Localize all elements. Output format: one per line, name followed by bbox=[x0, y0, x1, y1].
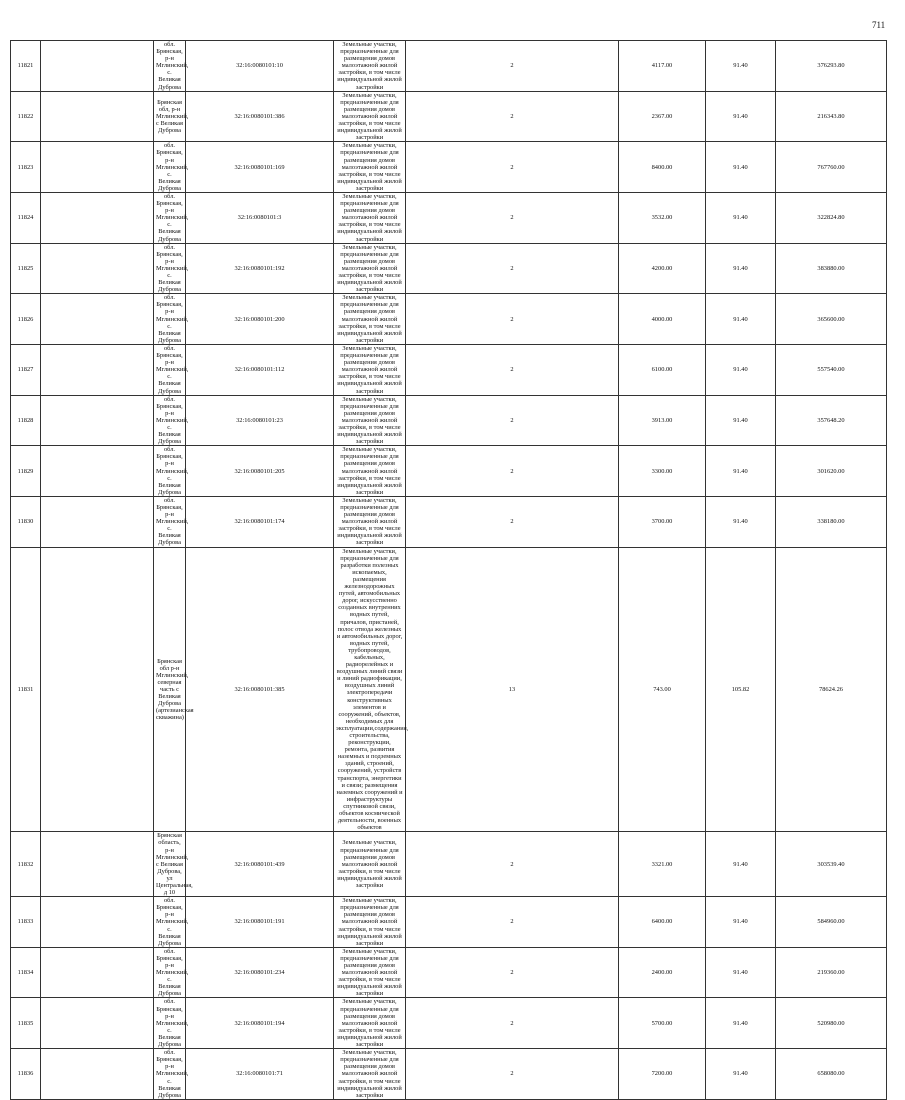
address-cell: обл. Брянская, р-н Мглинский, с. Великая Дуброва bbox=[154, 496, 186, 547]
cadastral-value-cell: 365600.00 bbox=[776, 294, 887, 345]
cadastral-value-cell: 338180.00 bbox=[776, 496, 887, 547]
table-row bbox=[11, 897, 887, 948]
cadastral-value-cell: 383880.00 bbox=[776, 243, 887, 294]
rate-cell: 91.40 bbox=[706, 41, 776, 92]
row-number-cell: 11829 bbox=[11, 446, 41, 497]
category-code-cell: 2 bbox=[406, 91, 619, 142]
spacer-cell bbox=[41, 344, 154, 395]
spacer-cell bbox=[41, 41, 154, 92]
cadastral-value-cell: 584960.00 bbox=[776, 897, 887, 948]
category-code-cell: 2 bbox=[406, 998, 619, 1049]
address-cell: Брянская обл р-н Мглинский, северная часть с Великая Дуброва (артезианская скважина) bbox=[154, 547, 186, 832]
cadastral-number-cell: 32:16:0080101:194 bbox=[186, 998, 334, 1049]
cadastral-number-cell: 32:16:0080101:205 bbox=[186, 446, 334, 497]
spacer-cell bbox=[41, 547, 154, 832]
cadastral-number-cell: 32:16:0080101:169 bbox=[186, 142, 334, 193]
area-cell: 4200.00 bbox=[619, 243, 706, 294]
cadastral-value-cell: 216343.80 bbox=[776, 91, 887, 142]
address-cell: обл. Брянская, р-н Мглинский, с. Великая Дуброва bbox=[154, 41, 186, 92]
table-row bbox=[11, 446, 887, 497]
row-number-cell: 11823 bbox=[11, 142, 41, 193]
row-number-cell: 11834 bbox=[11, 947, 41, 998]
cadastral-number-cell: 32:16:0080101:439 bbox=[186, 832, 334, 897]
address-cell: обл. Брянская, р-н Мглинский, с. Великая Дуброва bbox=[154, 294, 186, 345]
land-purpose-cell: Земельные участки, предназначенные для размещения домов малоэтажной жилой застройки, в том числе индивидуальной жилой застройки bbox=[334, 1049, 406, 1100]
spacer-cell bbox=[41, 91, 154, 142]
page-number: 711 bbox=[872, 20, 886, 30]
table-row bbox=[11, 832, 887, 897]
cadastral-value-cell: 322824.80 bbox=[776, 192, 887, 243]
category-code-cell: 2 bbox=[406, 192, 619, 243]
table-row bbox=[11, 547, 887, 832]
cadastral-number-cell: 32:16:0080101:112 bbox=[186, 344, 334, 395]
spacer-cell bbox=[41, 243, 154, 294]
row-number-cell: 11825 bbox=[11, 243, 41, 294]
area-cell: 3300.00 bbox=[619, 446, 706, 497]
cadastral-number-cell: 32:16:0080101:385 bbox=[186, 547, 334, 832]
cadastral-number-cell: 32:16:0080101:10 bbox=[186, 41, 334, 92]
cadastral-value-cell: 557540.00 bbox=[776, 344, 887, 395]
spacer-cell bbox=[41, 1049, 154, 1100]
cadastral-number-cell: 32:16:0080101:71 bbox=[186, 1049, 334, 1100]
area-cell: 4000.00 bbox=[619, 294, 706, 345]
rate-cell: 91.40 bbox=[706, 446, 776, 497]
area-cell: 2400.00 bbox=[619, 947, 706, 998]
area-cell: 3532.00 bbox=[619, 192, 706, 243]
table-row bbox=[11, 947, 887, 998]
rate-cell: 91.40 bbox=[706, 395, 776, 446]
row-number-cell: 11822 bbox=[11, 91, 41, 142]
row-number-cell: 11835 bbox=[11, 998, 41, 1049]
category-code-cell: 2 bbox=[406, 446, 619, 497]
category-code-cell: 2 bbox=[406, 243, 619, 294]
cadastral-number-cell: 32:16:0080101:174 bbox=[186, 496, 334, 547]
spacer-cell bbox=[41, 142, 154, 193]
spacer-cell bbox=[41, 496, 154, 547]
area-cell: 7200.00 bbox=[619, 1049, 706, 1100]
rate-cell: 91.40 bbox=[706, 192, 776, 243]
rate-cell: 91.40 bbox=[706, 294, 776, 345]
row-number-cell: 11821 bbox=[11, 41, 41, 92]
address-cell: обл. Брянская, р-н Мглинский, с. Великая Дуброва bbox=[154, 142, 186, 193]
category-code-cell: 2 bbox=[406, 41, 619, 92]
land-purpose-cell: Земельные участки, предназначенные для размещения домов малоэтажной жилой застройки, в том числе индивидуальной жилой застройки bbox=[334, 832, 406, 897]
table-row bbox=[11, 395, 887, 446]
row-number-cell: 11830 bbox=[11, 496, 41, 547]
land-purpose-cell: Земельные участки, предназначенные для размещения домов малоэтажной жилой застройки, в том числе индивидуальной жилой застройки bbox=[334, 41, 406, 92]
category-code-cell: 2 bbox=[406, 294, 619, 345]
cadastral-value-cell: 520980.00 bbox=[776, 998, 887, 1049]
area-cell: 5700.00 bbox=[619, 998, 706, 1049]
category-code-cell: 2 bbox=[406, 897, 619, 948]
spacer-cell bbox=[41, 897, 154, 948]
registry-table bbox=[10, 40, 887, 1100]
spacer-cell bbox=[41, 947, 154, 998]
rate-cell: 91.40 bbox=[706, 243, 776, 294]
row-number-cell: 11833 bbox=[11, 897, 41, 948]
cadastral-value-cell: 78624.26 bbox=[776, 547, 887, 832]
area-cell: 6100.00 bbox=[619, 344, 706, 395]
table-row bbox=[11, 294, 887, 345]
cadastral-number-cell: 32:16:0080101:234 bbox=[186, 947, 334, 998]
address-cell: обл. Брянская, р-н Мглинский, с. Великая Дуброва bbox=[154, 1049, 186, 1100]
table-row bbox=[11, 496, 887, 547]
address-cell: обл. Брянская, р-н Мглинский, с. Великая Дуброва bbox=[154, 243, 186, 294]
address-cell: Брянская обл, р-н Мглинский, с Великая Дуброва bbox=[154, 91, 186, 142]
rate-cell: 91.40 bbox=[706, 947, 776, 998]
cadastral-value-cell: 357648.20 bbox=[776, 395, 887, 446]
row-number-cell: 11827 bbox=[11, 344, 41, 395]
row-number-cell: 11836 bbox=[11, 1049, 41, 1100]
address-cell: обл. Брянская, р-н Мглинский, с. Великая Дуброва bbox=[154, 344, 186, 395]
category-code-cell: 13 bbox=[406, 547, 619, 832]
land-purpose-cell: Земельные участки, предназначенные для размещения домов малоэтажной жилой застройки, в том числе индивидуальной жилой застройки bbox=[334, 998, 406, 1049]
area-cell: 3700.00 bbox=[619, 496, 706, 547]
cadastral-number-cell: 32:16:0080101:191 bbox=[186, 897, 334, 948]
land-purpose-cell: Земельные участки, предназначенные для размещения домов малоэтажной жилой застройки, в том числе индивидуальной жилой застройки bbox=[334, 344, 406, 395]
land-purpose-cell: Земельные участки, предназначенные для размещения домов малоэтажной жилой застройки, в том числе индивидуальной жилой застройки bbox=[334, 947, 406, 998]
area-cell: 3913.00 bbox=[619, 395, 706, 446]
table-row bbox=[11, 243, 887, 294]
land-purpose-cell: Земельные участки, предназначенные для размещения домов малоэтажной жилой застройки, в том числе индивидуальной жилой застройки bbox=[334, 294, 406, 345]
area-cell: 3321.00 bbox=[619, 832, 706, 897]
spacer-cell bbox=[41, 395, 154, 446]
cadastral-value-cell: 219360.00 bbox=[776, 947, 887, 998]
land-purpose-cell: Земельные участки, предназначенные для разработки полезных ископаемых, размещения железнодорожных путей, автомобильных дорог, искусственно созданных внутренних водных путей, причалов, пристаней, полос отвода железных и автомобильных дорог, водных путей, трубопроводов, кабельных, радиорелейных и воздушных линий связи и линий радиофикации, воздушных линий электропередачи конструктивных элементов и сооружений, объектов, необходимых для эксплуатации,содержания, строительства, реконструкции, ремонта, развития наземных и подземных зданий, строений, сооружений, устройств транспорта, энергетики и связи; размещения наземных сооружений и инфраструктуры спутниковой связи, объектов космической деятельности, военных объектов bbox=[334, 547, 406, 832]
rate-cell: 91.40 bbox=[706, 91, 776, 142]
cadastral-value-cell: 303539.40 bbox=[776, 832, 887, 897]
rate-cell: 91.40 bbox=[706, 832, 776, 897]
row-number-cell: 11832 bbox=[11, 832, 41, 897]
cadastral-number-cell: 32:16:0080101:200 bbox=[186, 294, 334, 345]
spacer-cell bbox=[41, 832, 154, 897]
land-purpose-cell: Земельные участки, предназначенные для размещения домов малоэтажной жилой застройки, в том числе индивидуальной жилой застройки bbox=[334, 91, 406, 142]
row-number-cell: 11826 bbox=[11, 294, 41, 345]
table-row bbox=[11, 41, 887, 92]
cadastral-value-cell: 376293.80 bbox=[776, 41, 887, 92]
area-cell: 2367.00 bbox=[619, 91, 706, 142]
category-code-cell: 2 bbox=[406, 395, 619, 446]
rate-cell: 91.40 bbox=[706, 496, 776, 547]
rate-cell: 91.40 bbox=[706, 344, 776, 395]
spacer-cell bbox=[41, 192, 154, 243]
category-code-cell: 2 bbox=[406, 1049, 619, 1100]
category-code-cell: 2 bbox=[406, 832, 619, 897]
category-code-cell: 2 bbox=[406, 344, 619, 395]
cadastral-value-cell: 767760.00 bbox=[776, 142, 887, 193]
table-row bbox=[11, 998, 887, 1049]
rate-cell: 91.40 bbox=[706, 897, 776, 948]
rate-cell: 91.40 bbox=[706, 998, 776, 1049]
row-number-cell: 11828 bbox=[11, 395, 41, 446]
category-code-cell: 2 bbox=[406, 947, 619, 998]
table-row bbox=[11, 192, 887, 243]
table-row bbox=[11, 1049, 887, 1100]
table-row bbox=[11, 91, 887, 142]
land-purpose-cell: Земельные участки, предназначенные для размещения домов малоэтажной жилой застройки, в том числе индивидуальной жилой застройки bbox=[334, 142, 406, 193]
land-purpose-cell: Земельные участки, предназначенные для размещения домов малоэтажной жилой застройки, в том числе индивидуальной жилой застройки bbox=[334, 192, 406, 243]
address-cell: обл. Брянская, р-н Мглинский, с. Великая Дуброва bbox=[154, 947, 186, 998]
spacer-cell bbox=[41, 998, 154, 1049]
land-purpose-cell: Земельные участки, предназначенные для размещения домов малоэтажной жилой застройки, в том числе индивидуальной жилой застройки bbox=[334, 446, 406, 497]
rate-cell: 105.82 bbox=[706, 547, 776, 832]
category-code-cell: 2 bbox=[406, 496, 619, 547]
cadastral-value-cell: 658080.00 bbox=[776, 1049, 887, 1100]
land-purpose-cell: Земельные участки, предназначенные для размещения домов малоэтажной жилой застройки, в том числе индивидуальной жилой застройки bbox=[334, 395, 406, 446]
area-cell: 743.00 bbox=[619, 547, 706, 832]
area-cell: 6400.00 bbox=[619, 897, 706, 948]
address-cell: Брянская область, р-н Мглинский, с Великая Дуброва, ул Центральная, д 10 bbox=[154, 832, 186, 897]
cadastral-number-cell: 32:16:0080101:386 bbox=[186, 91, 334, 142]
cadastral-number-cell: 32:16:0080101:3 bbox=[186, 192, 334, 243]
address-cell: обл. Брянская, р-н Мглинский, с. Великая Дуброва bbox=[154, 395, 186, 446]
address-cell: обл. Брянская, р-н Мглинский, с. Великая Дуброва bbox=[154, 192, 186, 243]
table-row bbox=[11, 142, 887, 193]
cadastral-number-cell: 32:16:0080101:23 bbox=[186, 395, 334, 446]
land-purpose-cell: Земельные участки, предназначенные для размещения домов малоэтажной жилой застройки, в том числе индивидуальной жилой застройки bbox=[334, 243, 406, 294]
address-cell: обл. Брянская, р-н Мглинский, с. Великая Дуброва bbox=[154, 446, 186, 497]
cadastral-number-cell: 32:16:0080101:192 bbox=[186, 243, 334, 294]
row-number-cell: 11824 bbox=[11, 192, 41, 243]
area-cell: 8400.00 bbox=[619, 142, 706, 193]
land-purpose-cell: Земельные участки, предназначенные для размещения домов малоэтажной жилой застройки, в том числе индивидуальной жилой застройки bbox=[334, 897, 406, 948]
address-cell: обл. Брянская, р-н Мглинский, с. Великая Дуброва bbox=[154, 897, 186, 948]
cadastral-value-cell: 301620.00 bbox=[776, 446, 887, 497]
rate-cell: 91.40 bbox=[706, 142, 776, 193]
area-cell: 4117.00 bbox=[619, 41, 706, 92]
land-purpose-cell: Земельные участки, предназначенные для размещения домов малоэтажной жилой застройки, в том числе индивидуальной жилой застройки bbox=[334, 496, 406, 547]
spacer-cell bbox=[41, 446, 154, 497]
table-row bbox=[11, 344, 887, 395]
category-code-cell: 2 bbox=[406, 142, 619, 193]
address-cell: обл. Брянская, р-н Мглинский, с. Великая Дуброва bbox=[154, 998, 186, 1049]
rate-cell: 91.40 bbox=[706, 1049, 776, 1100]
spacer-cell bbox=[41, 294, 154, 345]
row-number-cell: 11831 bbox=[11, 547, 41, 832]
